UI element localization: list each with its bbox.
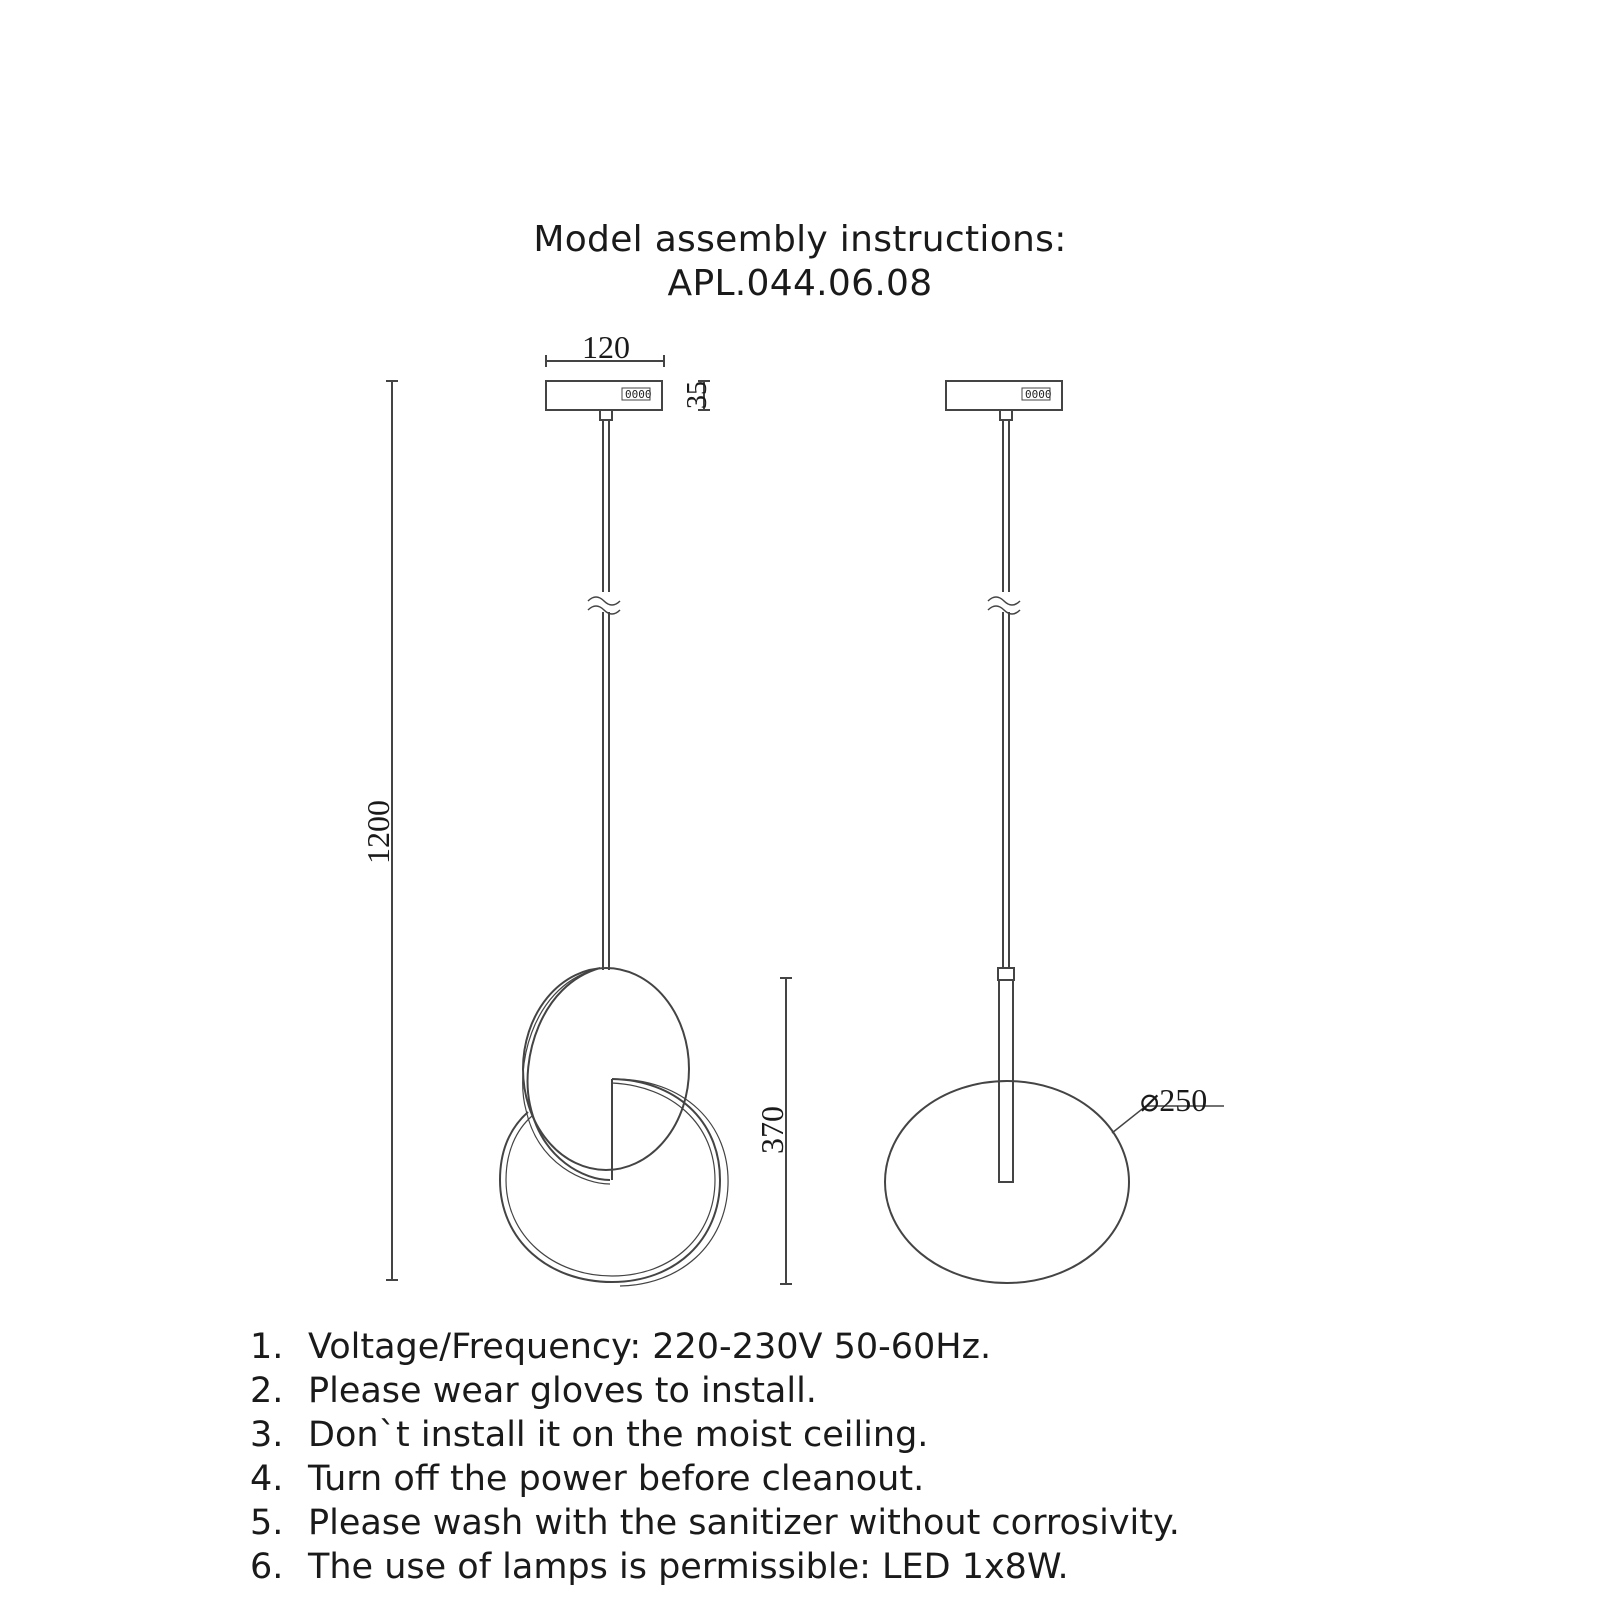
instruction-item [250, 1325, 1180, 1369]
total-height-label: 1200 [360, 800, 396, 864]
instruction-item [250, 1457, 1180, 1501]
instruction-text: The use of lamps is permissible: LED 1x8W. [308, 1547, 1069, 1587]
suspension-cord-side [988, 420, 1020, 968]
document-title: Model assembly instructions: [533, 219, 1067, 260]
canopy-marking-side: 0000 [1025, 388, 1052, 401]
model-number: APL.044.06.08 [667, 263, 933, 304]
instruction-item [250, 1413, 1180, 1457]
instruction-number: 6. [250, 1547, 284, 1587]
instructions-list [250, 1325, 1180, 1589]
instruction-number: 2. [250, 1371, 284, 1411]
canopy-width-label: 120 [582, 329, 630, 365]
suspension-cord-front [588, 420, 620, 970]
instruction-text: Voltage/Frequency: 220-230V 50-60Hz. [308, 1327, 992, 1367]
cord-connector-front [600, 410, 612, 420]
instruction-text: Don`t install it on the moist ceiling. [308, 1415, 929, 1455]
upper-disc-front [523, 968, 689, 1184]
shade-diameter-label: ⌀250 [1140, 1082, 1208, 1118]
cord-connector-side [1000, 410, 1012, 420]
canopy-height-label: 35 [682, 381, 713, 409]
instruction-number: 3. [250, 1415, 284, 1455]
instruction-item [250, 1545, 1180, 1589]
instruction-text: Please wear gloves to install. [308, 1371, 817, 1411]
canopy-marking-front: 0000 [625, 388, 652, 401]
instruction-text: Please wash with the sanitizer without corrosivity. [308, 1503, 1180, 1543]
instruction-number: 4. [250, 1459, 284, 1499]
shade-height-label: 370 [754, 1106, 790, 1154]
instruction-item [250, 1501, 1180, 1545]
instruction-number: 1. [250, 1327, 284, 1367]
instruction-number: 5. [250, 1503, 284, 1543]
instruction-text: Turn off the power before cleanout. [308, 1459, 925, 1499]
instruction-item [250, 1369, 1180, 1413]
stem-collar [998, 968, 1014, 980]
lower-ring-front [500, 1079, 728, 1286]
